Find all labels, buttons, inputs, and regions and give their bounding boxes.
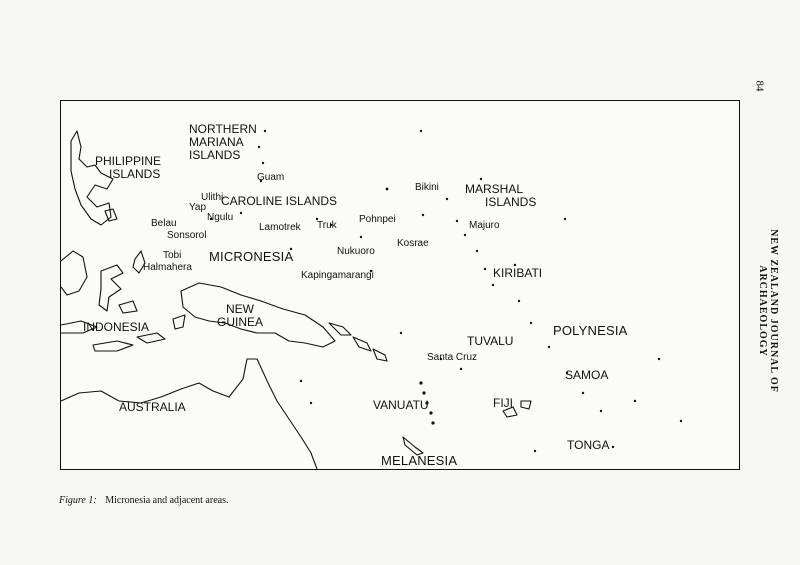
label-new-guinea: NEW GUINEA xyxy=(217,302,264,329)
label-majuro: Majuro xyxy=(469,220,500,231)
label-fiji: FIJI xyxy=(493,396,513,410)
label-halmahera: Halmahera xyxy=(143,262,192,273)
australia-coastline xyxy=(61,359,317,469)
label-samoa: SAMOA xyxy=(565,368,609,382)
label-polynesia: POLYNESIA xyxy=(553,323,628,338)
label-sonsorol: Sonsorol xyxy=(167,230,207,241)
label-indonesia: INDONESIA xyxy=(83,320,150,334)
label-bikini: Bikini xyxy=(415,182,439,193)
label-marshall-islands: MARSHAL ISLANDS xyxy=(465,182,537,209)
journal-running-head: NEW ZEALAND JOURNAL OF ARCHAEOLOGY xyxy=(757,229,779,393)
label-tuvalu: TUVALU xyxy=(467,334,514,348)
label-ulithi: Ulithi xyxy=(201,192,224,203)
label-pohnpei: Pohnpei xyxy=(359,214,396,225)
label-kapingamarangi: Kapingamarangi xyxy=(301,270,374,281)
label-melanesia: MELANESIA xyxy=(381,453,458,468)
figure-caption-text: Micronesia and adjacent areas. xyxy=(105,495,229,506)
label-yap: Yap xyxy=(189,202,207,213)
label-tonga: TONGA xyxy=(567,438,610,452)
label-lamotrek: Lamotrek xyxy=(259,222,301,233)
label-philippine-islands: PHILIPPINE ISLANDS xyxy=(95,154,162,181)
figure-caption xyxy=(59,495,228,506)
borneo-coastline xyxy=(61,251,87,295)
map-frame xyxy=(60,100,740,470)
label-kosrae: Kosrae xyxy=(397,238,429,249)
figure-label: Figure 1: xyxy=(59,495,97,506)
sulawesi-coastline xyxy=(99,265,123,311)
label-guam: Guam xyxy=(257,172,285,183)
label-caroline-islands: CAROLINE ISLANDS xyxy=(221,194,338,208)
label-santa-cruz: Santa Cruz xyxy=(427,352,478,363)
label-nukuoro: Nukuoro xyxy=(337,246,375,257)
label-ngulu: Ngulu xyxy=(207,212,234,223)
label-tobi: Tobi xyxy=(163,250,182,261)
label-truk: Truk xyxy=(317,220,337,231)
label-kiribati: KIRIBATI xyxy=(493,266,543,280)
label-northern-mariana-islands: NORTHERN MARIANA ISLANDS xyxy=(189,122,257,162)
page-number: 84 xyxy=(753,80,766,92)
label-belau: Belau xyxy=(151,218,177,229)
label-vanuatu: VANUATU xyxy=(373,398,429,412)
label-micronesia: MICRONESIA xyxy=(209,249,294,264)
label-australia: AUSTRALIA xyxy=(119,400,186,414)
